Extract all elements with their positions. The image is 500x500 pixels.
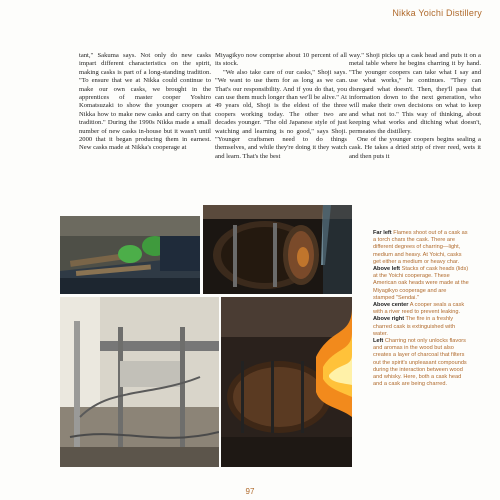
caption-label: Above center [373,302,409,309]
caption-above-center [373,302,469,316]
photo-cooper-hands [60,216,200,294]
paragraph: Miyagikyo now comprise about 10 percent of all its stock. [215,52,347,68]
caption-text: Charring not only unlocks flavors and aromas in the wood but also creates a layer of charcoal that filters out the spirit's unpleasant compounds during the interaction between wood and whisky. Here, both a cask head and a cask are being charred. [373,338,467,388]
photo-cask-head-charring [60,297,219,467]
photo-cask-extinguish-art [203,205,352,294]
photo-captions [373,230,469,388]
paragraph: way." Shoji picks up a cask head and puts it on a metal table where he begins charring it by hand. "The younger coopers can take what I say and use what works," he continues. "They can disregard what doesn't. Then, they'll pass that information down to the next generation, who will make their own decisions on what to keep and what not to." This way of thinking, about keeping what works and ditching what doesn't, permeates the distillery. [349,52,481,135]
caption-text: The fire in a freshly charred cask is extinguished with water. [373,316,456,337]
caption-text: Flames shoot out of a cask as a torch chars the cask. There are different degrees of charring—light, medium and heavy. At Yoichi, casks get either a medium or heavy char. [373,230,468,265]
caption-far-left [373,230,469,266]
body-column-1 [79,52,211,153]
running-header: Nikka Yoichi Distillery [392,8,482,18]
caption-label: Left [373,338,384,345]
page-number: 97 [245,487,255,496]
paragraph: tant," Sakuma says. Not only do new casks impart different characteristics on the spirit, making casks is part of a long-standing tradition. "To ensure that we at Nikka could continue to make our own casks, we brought in the apprentices of master cooper Yoshiro Komatsuzaki to show the younger coopers at Nikka how to make new casks and carry on that tradition." During the 1990s Nikka made a small number of new casks in-house but it wasn't until 2000 that it began producing them in earnest. New casks made at Nikka's cooperage at [79,52,211,152]
photo-cask-extinguish [203,205,352,294]
caption-label: Far left [373,230,392,236]
paragraph: One of the younger coopers begins sealing a cask. He takes a dried strip of river reed, wets it and then puts it [349,136,481,160]
caption-text: A cooper seals a cask with a river reed to prevent leaking. [373,302,465,316]
caption-label: Above right [373,316,405,323]
body-column-2 [215,52,347,161]
photo-cask-flames-art [221,297,352,467]
photo-cooper-hands-art [60,216,200,294]
paragraph: "We also take care of our casks," Shoji says. "We want to use them for as long as we can. That's our responsibility. And if you do that, you can use them much longer than we'll be alive." At 49 years old, Shoji is the eldest of the three coopers working today. The other two are decades younger. "The old Japanese style of just watching and learning is no good," says Shoji. "Younger craftsmen need to do things themselves, and while they're doing it they watch and learn. That's the best [215,68,347,160]
caption-text: Stacks of cask heads (lids) at the Yoichi cooperage. These American oak heads were made at the Miyagikyo cooperage and are stamped "Sendai." [373,266,469,301]
photo-cask-flames [221,297,352,467]
body-column-3 [349,52,481,161]
caption-above-right [373,316,469,338]
caption-left [373,338,469,388]
caption-above-left [373,266,469,302]
photo-cask-head-charring-art [60,297,219,467]
caption-label: Above left [373,266,401,273]
